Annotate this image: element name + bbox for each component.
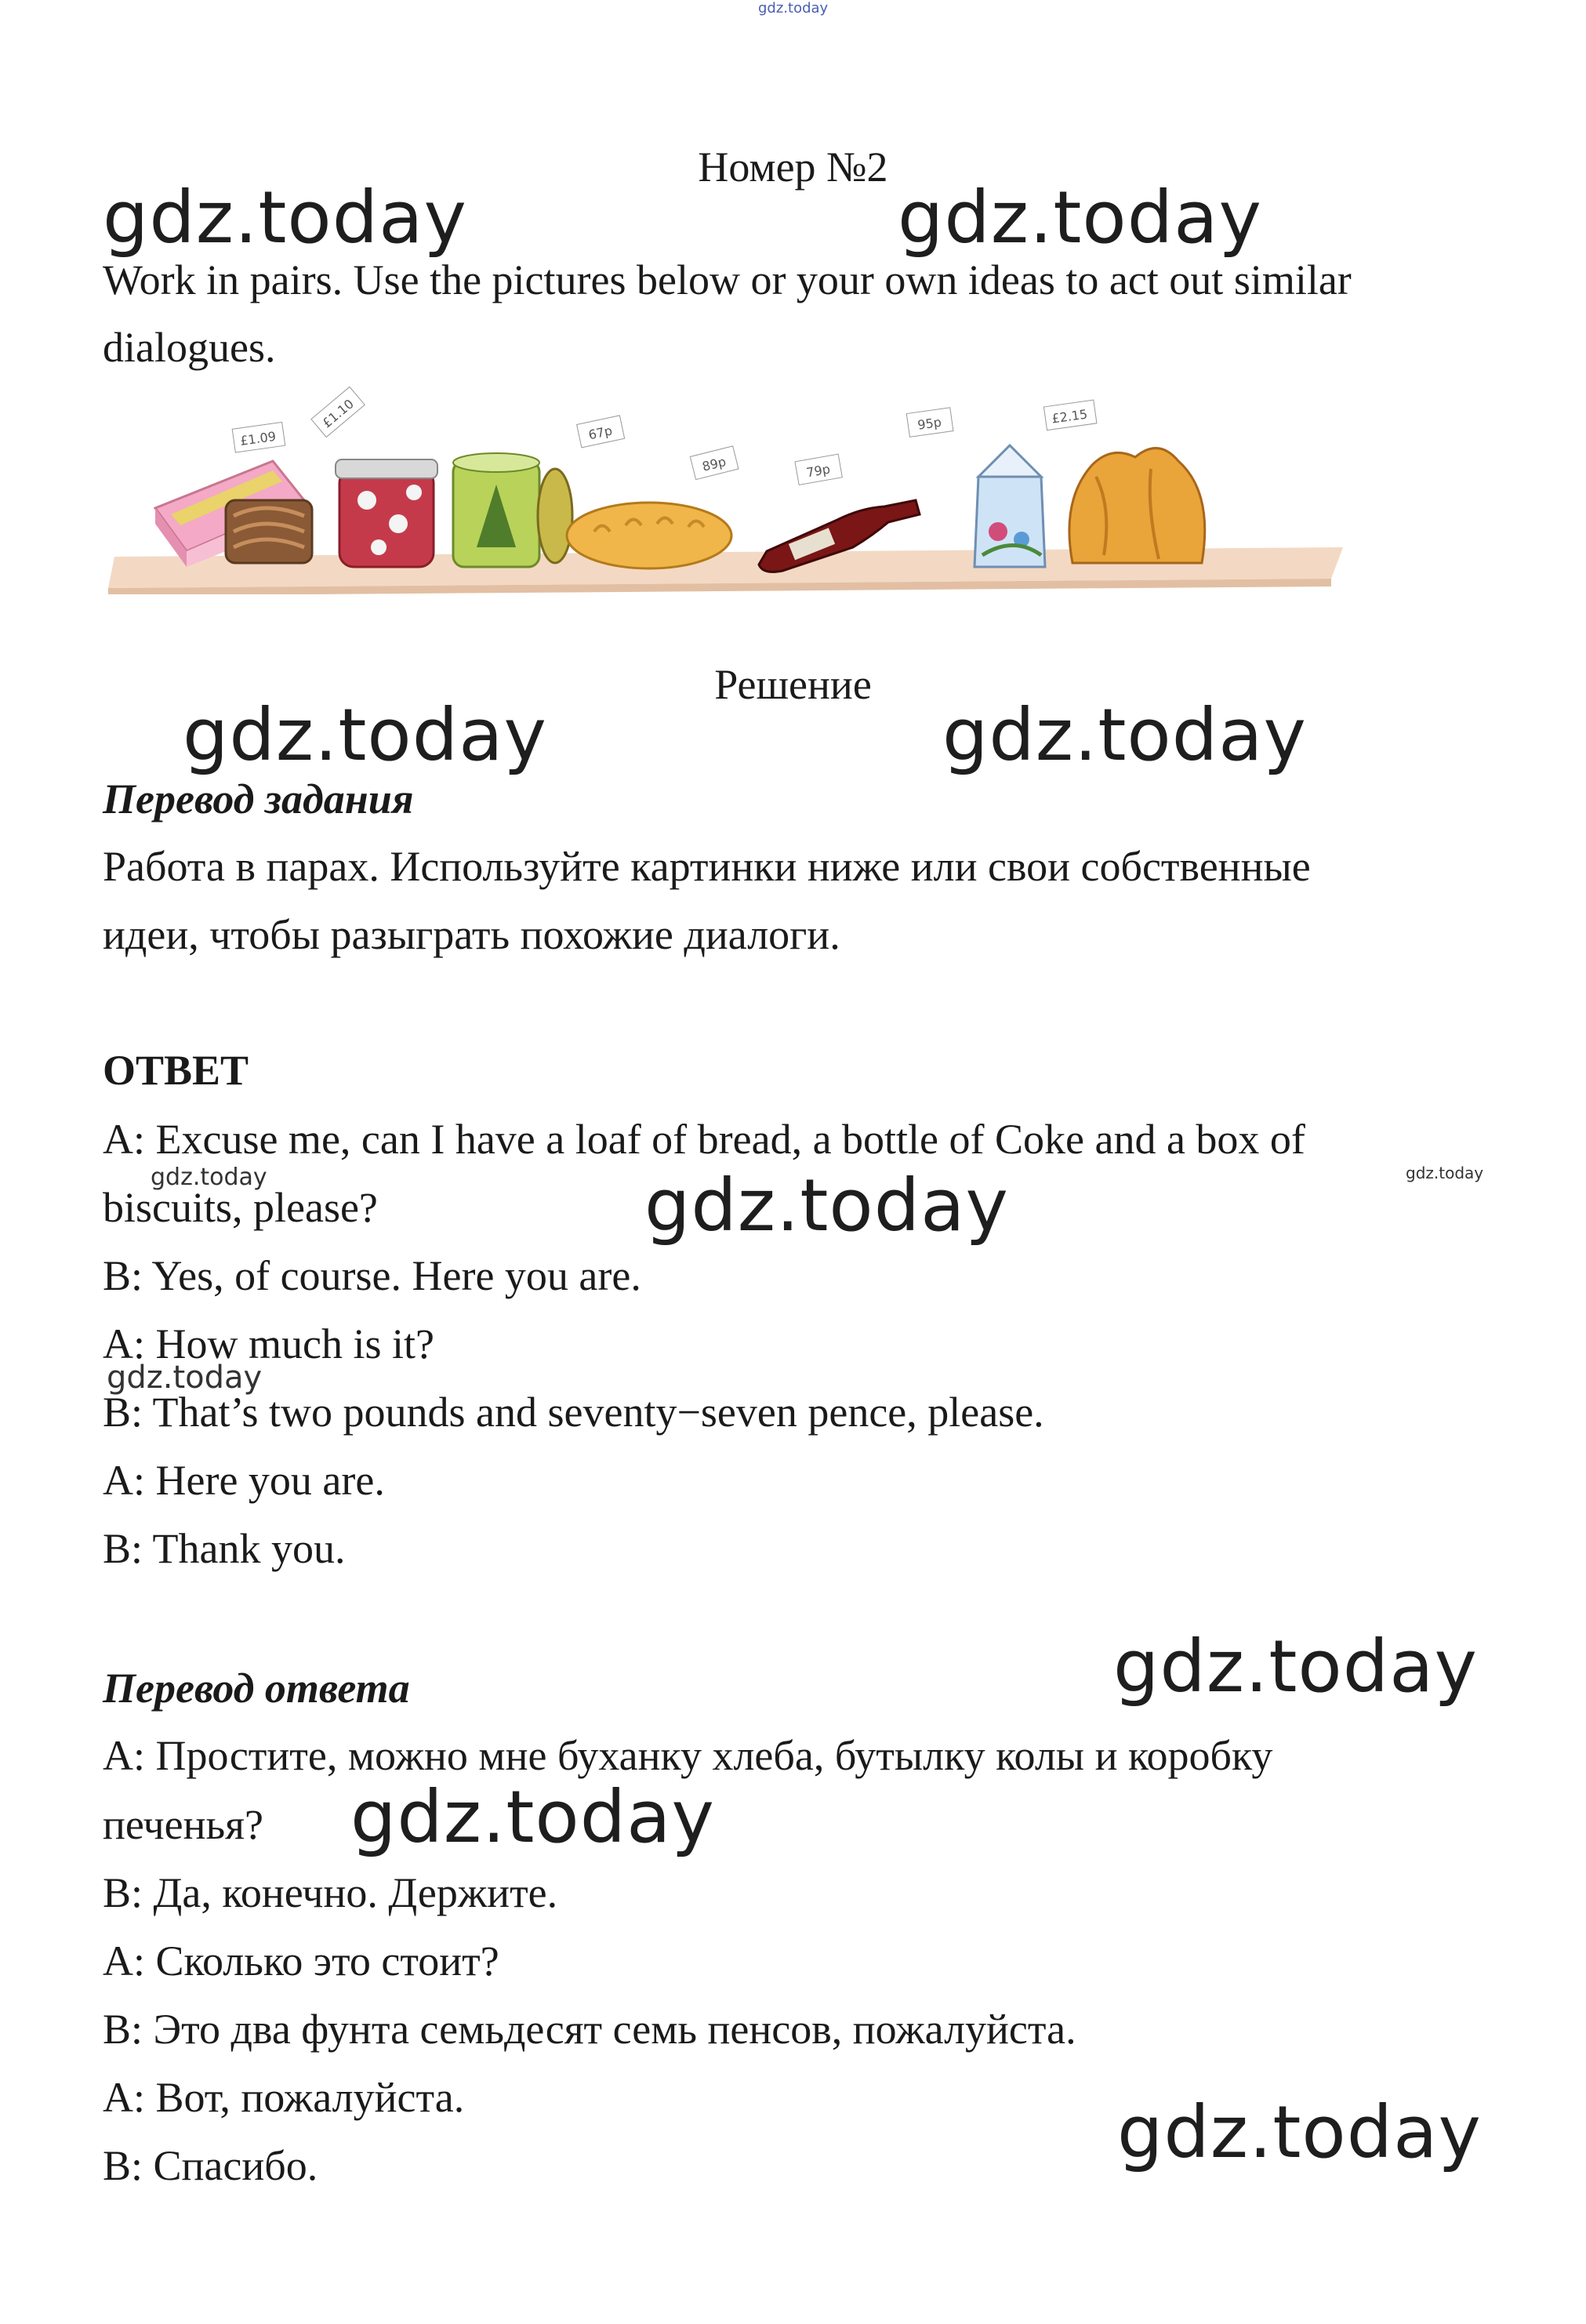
answer-line: B: Thank you. — [103, 1525, 346, 1572]
price-tag: £1.10 — [319, 396, 357, 431]
answer-translation-line: A: Сколько это стоит? — [103, 1937, 499, 1984]
task-translation-line-2: идеи, чтобы разыграть похожие диалоги. — [103, 911, 840, 958]
watermark: gdz.today — [103, 176, 467, 260]
watermark: gdz.today — [898, 176, 1262, 260]
watermark: gdz.today — [644, 1164, 1009, 1247]
answer-line: biscuits, please? — [103, 1184, 378, 1231]
answer-translation-line: B: Это два фунта семьдесят семь пенсов, пожалуйста. — [103, 2006, 1076, 2053]
answer-translation-line: печенья? — [103, 1801, 263, 1848]
price-tag: £2.15 — [1051, 406, 1089, 427]
exercise-line-1: Work in pairs. Use the pictures below or your own ideas to act out similar — [103, 256, 1352, 303]
exercise-line-2: dialogues. — [103, 324, 276, 371]
answer-translation-heading: Перевод ответа — [103, 1665, 410, 1712]
watermark: gdz.today — [350, 1775, 715, 1859]
watermark: gdz.today — [1113, 1625, 1478, 1709]
task-title: Номер №2 — [698, 143, 888, 191]
watermark: gdz.today — [1117, 2090, 1482, 2174]
task-translation-line-1: Работа в парах. Используйте картинки ниже или свои собственные — [103, 843, 1311, 890]
answer-translation-line: B: Спасибо. — [103, 2142, 318, 2189]
price-tag: 95p — [916, 414, 943, 433]
answer-line: A: How much is it? — [103, 1320, 434, 1367]
answer-translation-line: A: Вот, пожалуйста. — [103, 2074, 465, 2121]
solution-title: Решение — [714, 661, 872, 708]
answer-line: B: Yes, of course. Here you are. — [103, 1252, 641, 1299]
watermark: gdz.today — [942, 693, 1307, 777]
milk-carton-icon — [974, 445, 1045, 567]
tin-can-icon — [453, 453, 572, 567]
watermark: gdz.today — [151, 1164, 267, 1191]
biscuit-box-icon — [155, 461, 312, 567]
jam-jar-icon — [336, 459, 437, 567]
watermark: gdz.today — [183, 693, 547, 777]
task-translation-heading: Перевод задания — [103, 775, 414, 822]
watermark: gdz.today — [107, 1360, 263, 1396]
price-tag: 89p — [700, 453, 728, 474]
flour-sack-icon — [1069, 448, 1205, 563]
answer-heading: ОТВЕТ — [103, 1047, 249, 1094]
watermark: gdz.today — [1406, 1164, 1484, 1182]
price-tag: 79p — [805, 461, 832, 481]
price-tag: £1.09 — [239, 428, 278, 448]
shop-shelf-illustration — [108, 383, 1363, 594]
answer-translation-line: B: Да, конечно. Держите. — [103, 1869, 558, 1916]
answer-line: A: Here you are. — [103, 1457, 385, 1504]
answer-line: A: Excuse me, can I have a loaf of bread, a bottle of Coke and a box of — [103, 1116, 1305, 1163]
answer-line: B: That’s two pounds and seventy−seven pence, please. — [103, 1389, 1044, 1436]
bread-loaf-icon — [567, 503, 731, 568]
price-tag: 67p — [586, 423, 614, 443]
answer-translation-line: A: Простите, можно мне буханку хлеба, бутылку колы и коробку — [103, 1732, 1273, 1779]
top-watermark: gdz.today — [758, 0, 829, 16]
